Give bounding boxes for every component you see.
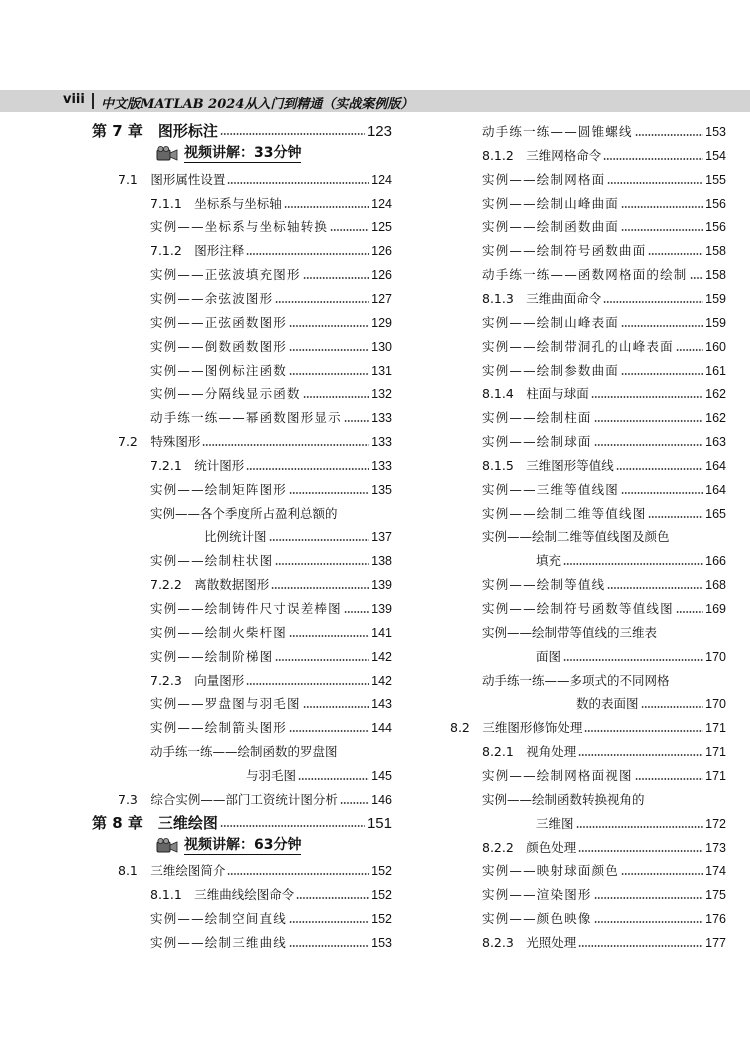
toc-entry-title: 实例——绘制函数转换视角的 — [482, 791, 645, 807]
toc-entry-title: 实例——绘制球面 — [482, 434, 592, 450]
dot-leader — [578, 849, 703, 853]
dot-leader — [603, 300, 703, 304]
dot-leader — [690, 276, 704, 280]
dot-leader — [594, 419, 704, 423]
dot-leader — [563, 562, 703, 566]
dot-leader — [603, 157, 703, 161]
toc-entry-title: 7.1.2 图形注释 — [150, 243, 245, 259]
toc-entry-title: 填充 — [536, 553, 562, 569]
dot-leader — [303, 395, 369, 399]
dot-leader — [289, 324, 369, 328]
dot-leader — [591, 395, 703, 399]
toc-page-number: 156 — [705, 196, 726, 211]
dot-leader — [648, 252, 703, 256]
toc-entry-title: 7.1.1 坐标系与坐标轴 — [150, 195, 282, 211]
toc-page-number: 142 — [371, 673, 392, 688]
toc-entry-row — [482, 482, 726, 498]
toc-entry-row — [536, 649, 726, 665]
toc-entry-title: 实例——绘制函数曲面 — [482, 219, 620, 235]
dot-leader — [621, 228, 703, 232]
dot-leader — [621, 491, 703, 495]
toc-entry-title: 实例——绘制等值线 — [482, 577, 606, 593]
toc-entry-title: 实例——各个季度所占盈利总额的 — [150, 505, 338, 521]
dot-leader — [607, 181, 703, 185]
toc-entry-row — [150, 649, 392, 665]
toc-page-number: 129 — [371, 315, 392, 330]
toc-entry-title: 第 7 章 图形标注 — [92, 122, 218, 140]
toc-entry-row — [482, 911, 726, 927]
toc-page-number: 153 — [705, 125, 726, 139]
toc-page-number: 133 — [371, 411, 392, 426]
toc-entry-title: 实例——绘制阶梯图 — [150, 648, 274, 664]
toc-entry-title: 8.1 三维绘图简介 — [118, 863, 226, 879]
toc-page-number: 175 — [705, 888, 726, 903]
toc-entry-title: 实例——余弦波图形 — [150, 290, 274, 306]
dot-leader — [246, 467, 369, 471]
running-header — [0, 90, 750, 112]
toc-subsection-row — [150, 196, 392, 212]
dot-leader — [289, 491, 369, 495]
toc-entry-row — [150, 267, 392, 283]
toc-entry-row — [150, 553, 392, 569]
toc-entry-row — [246, 768, 392, 784]
toc-subsection-row — [150, 673, 392, 689]
toc-entry-title: 实例——绘制网格面视图 — [482, 767, 633, 783]
toc-page-number: 139 — [371, 602, 392, 616]
book-title: 中文版MATLAB 2024从入门到精通（实战案例版） — [101, 97, 414, 112]
toc-entry-row — [482, 529, 726, 545]
toc-entry-title: 实例——绘制山峰曲面 — [482, 195, 620, 211]
toc-page-number: 130 — [371, 339, 392, 354]
toc-page-number: 165 — [705, 506, 726, 521]
toc-entry-row — [150, 386, 392, 402]
toc-entry-row — [150, 219, 392, 235]
toc-entry-row — [150, 315, 392, 331]
toc-entry-title: 8.2.3 光照处理 — [482, 934, 577, 950]
toc-page-number: 139 — [371, 578, 392, 593]
toc-entry-title: 实例——三维等值线图 — [482, 481, 620, 497]
toc-section-row — [118, 792, 392, 808]
toc-entry-row — [482, 219, 726, 235]
toc-page-number: 159 — [705, 315, 726, 330]
toc-subsection-row — [150, 458, 392, 474]
toc-entry-row — [482, 863, 726, 879]
toc-entry-title: 8.2.1 视角处理 — [482, 744, 577, 760]
dot-leader — [676, 610, 703, 614]
dot-leader — [289, 348, 369, 352]
toc-section-row — [118, 863, 392, 879]
toc-page-number: 124 — [371, 196, 392, 211]
toc-section-row — [118, 172, 392, 188]
toc-entry-row — [482, 577, 726, 593]
toc-entry-title: 实例——绘制符号函数曲面 — [482, 243, 647, 259]
toc-entry-row — [150, 339, 392, 355]
toc-page-number: 135 — [371, 482, 392, 497]
toc-entry-row — [482, 768, 726, 784]
toc-page-number: 146 — [371, 792, 392, 807]
dot-leader — [227, 181, 369, 185]
toc-entry-row — [482, 315, 726, 331]
dot-leader — [594, 920, 704, 924]
toc-page-number: 126 — [371, 244, 392, 259]
toc-entry-title: 7.2 特殊图形 — [118, 434, 201, 450]
toc-entry-title: 7.2.1 统计图形 — [150, 457, 245, 473]
toc-page-number: 171 — [705, 745, 726, 760]
dot-leader — [271, 586, 369, 590]
dot-leader — [289, 944, 369, 948]
toc-page-number: 155 — [705, 172, 726, 187]
toc-page-number: 143 — [371, 697, 392, 712]
toc-subsection-row — [482, 148, 726, 164]
toc-entry-title: 实例——绘制带等值线的三维表 — [482, 624, 658, 640]
toc-entry-row — [150, 696, 392, 712]
toc-entry-row — [576, 696, 726, 712]
toc-entry-row — [150, 410, 392, 426]
toc-entry-row — [482, 243, 726, 259]
toc-entry-title: 7.1 图形属性设置 — [118, 171, 226, 187]
dot-leader — [275, 562, 369, 566]
toc-entry-title: 实例——映射球面颜色 — [482, 863, 620, 879]
toc-page-number: 145 — [371, 768, 392, 783]
toc-page-number: 172 — [705, 816, 726, 831]
toc-entry-row — [150, 482, 392, 498]
toc-page-number: 162 — [705, 387, 726, 402]
toc-entry-row — [482, 124, 726, 140]
toc-entry-row — [482, 792, 726, 808]
toc-entry-title: 实例——绘制参数曲面 — [482, 362, 620, 378]
toc-entry-row — [150, 935, 392, 951]
toc-entry-title: 实例——颜色映像 — [482, 911, 592, 927]
toc-entry-row — [536, 816, 726, 832]
toc-entry-title: 实例——坐标系与坐标轴转换 — [150, 219, 329, 235]
dot-leader — [563, 658, 703, 662]
header-separator — [92, 93, 94, 109]
toc-subsection-row — [150, 243, 392, 259]
toc-page-number: 152 — [371, 864, 392, 879]
dot-leader — [220, 824, 365, 828]
toc-entry-title: 动手练一练——函数网格面的绘制 — [482, 267, 688, 283]
dot-leader — [584, 729, 703, 733]
toc-page-number: 133 — [371, 435, 392, 450]
toc-entry-title: 三维图 — [536, 815, 574, 831]
toc-subsection-row — [150, 887, 392, 903]
dot-leader — [298, 777, 369, 781]
toc-page-number: 131 — [371, 363, 392, 378]
toc-page-number: 127 — [371, 291, 392, 306]
toc-entry-row — [150, 744, 392, 760]
toc-entry-title: 实例——绘制铸件尺寸误差棒图 — [150, 601, 342, 616]
toc-subsection-row — [482, 291, 726, 307]
toc-page-number: 124 — [371, 172, 392, 187]
toc-entry-row — [482, 410, 726, 426]
video-camera-icon — [156, 838, 178, 854]
toc-subsection-row — [482, 744, 726, 760]
toc-entry-title: 实例——绘制火柴杆图 — [150, 624, 288, 640]
toc-entry-title: 动手练一练——幂函数图形显示 — [150, 410, 342, 426]
dot-leader — [576, 825, 704, 829]
toc-page-number: 171 — [705, 768, 726, 783]
toc-page-number: 132 — [371, 387, 392, 402]
dot-leader — [330, 228, 369, 232]
dot-leader — [202, 443, 369, 447]
toc-entry-title: 与羽毛图 — [246, 767, 297, 783]
dot-leader — [676, 348, 703, 352]
dot-leader — [578, 944, 703, 948]
dot-leader — [344, 419, 369, 423]
toc-entry-title: 实例——绘制柱面 — [482, 410, 592, 426]
dot-leader — [344, 610, 369, 614]
dot-leader — [340, 801, 369, 805]
toc-page-number: 161 — [705, 363, 726, 378]
toc-entry-title: 实例——绘制矩阵图形 — [150, 481, 288, 497]
toc-entry-row — [482, 172, 726, 188]
dot-leader — [284, 205, 369, 209]
toc-page-number: 170 — [705, 697, 726, 712]
toc-entry-title: 8.1.3 三维曲面命令 — [482, 290, 602, 306]
toc-chapter-row — [92, 121, 392, 141]
toc-entry-row — [482, 267, 726, 283]
toc-entry-title: 第 8 章 三维绘图 — [92, 813, 218, 832]
toc-page-number: 144 — [371, 721, 392, 736]
dot-leader — [289, 372, 369, 376]
toc-page-number: 173 — [705, 840, 726, 855]
toc-entry-title: 实例——倒数函数图形 — [150, 338, 288, 354]
toc-page-number: 123 — [366, 123, 392, 140]
toc-page-number: 166 — [705, 554, 726, 569]
dot-leader — [303, 705, 369, 709]
toc-entry-title: 实例——罗盘图与羽毛图 — [150, 696, 301, 712]
toc-entry-title: 动手练一练——绘制函数的罗盘图 — [150, 744, 338, 760]
toc-page-number: 141 — [371, 625, 392, 640]
toc-entry-title: 实例——绘制山峰表面 — [482, 314, 620, 330]
toc-page-number: 152 — [371, 912, 392, 927]
toc-entry-title: 实例——正弦函数图形 — [150, 314, 288, 330]
dot-leader — [578, 753, 703, 757]
toc-page-number: 153 — [371, 935, 392, 950]
dot-leader — [635, 133, 703, 137]
toc-entry-title: 8.1.1 三维曲线绘图命令 — [150, 887, 295, 903]
dot-leader — [635, 777, 703, 781]
toc-entry-row — [482, 363, 726, 379]
toc-page-number: 177 — [705, 935, 726, 950]
dot-leader — [296, 896, 369, 900]
toc-entry-row — [482, 673, 726, 689]
toc-entry-title: 实例——绘制网格面 — [482, 171, 606, 187]
dot-leader — [269, 538, 370, 542]
toc-entry-title: 动手练一练——多项式的不同网格 — [482, 672, 670, 688]
toc-entry-row — [536, 553, 726, 569]
toc-entry-row — [150, 363, 392, 379]
toc-page-number: 163 — [705, 435, 726, 450]
dot-leader — [621, 872, 703, 876]
toc-entry-row — [204, 529, 392, 545]
toc-entry-title: 实例——正弦波填充图形 — [150, 267, 301, 283]
toc-page-number: 158 — [705, 244, 726, 259]
toc-subsection-row — [482, 935, 726, 951]
video-lecture-label — [156, 144, 301, 164]
toc-entry-title: 8.1.2 三维网格命令 — [482, 147, 602, 163]
toc-page-number: 125 — [371, 220, 392, 235]
toc-subsection-row — [482, 840, 726, 856]
toc-entry-title: 实例——绘制三维曲线 — [150, 934, 288, 950]
dot-leader — [289, 729, 369, 733]
toc-entry-row — [482, 887, 726, 903]
video-duration-text: 视频讲解：63分钟 — [184, 837, 302, 853]
toc-page-number: 164 — [705, 458, 726, 473]
toc-entry-row — [150, 506, 392, 522]
dot-leader — [275, 300, 369, 304]
dot-leader — [648, 515, 703, 519]
toc-chapter-row — [92, 813, 392, 833]
toc-page-number: 152 — [371, 888, 392, 903]
toc-entry-title: 实例——绘制柱状图 — [150, 553, 274, 569]
toc-entry-title: 动手练一练——圆锥螺线 — [482, 124, 633, 139]
toc-entry-row — [482, 601, 726, 617]
dot-leader — [227, 872, 369, 876]
toc-entry-title: 7.3 综合实例——部门工资统计图分析 — [118, 791, 338, 807]
toc-entry-row — [482, 625, 726, 641]
toc-entry-row — [150, 601, 392, 617]
dot-leader — [246, 252, 369, 256]
toc-entry-title: 实例——绘制二维等值线图及颜色 — [482, 529, 670, 545]
dot-leader — [303, 276, 369, 280]
toc-entry-row — [150, 625, 392, 641]
toc-entry-row — [482, 434, 726, 450]
toc-page-number: 168 — [705, 578, 726, 593]
toc-entry-title: 实例——绘制二维等值线图 — [482, 505, 647, 521]
toc-entry-title: 比例统计图 — [204, 529, 267, 545]
dot-leader — [275, 658, 369, 662]
toc-entry-title: 7.2.3 向量图形 — [150, 672, 245, 688]
toc-page-number: 156 — [705, 220, 726, 235]
toc-subsection-row — [482, 458, 726, 474]
dot-leader — [641, 705, 704, 709]
video-duration-text: 视频讲解：33分钟 — [184, 145, 302, 162]
toc-entry-row — [482, 196, 726, 212]
toc-page-number: 137 — [371, 530, 392, 545]
toc-page-number: 158 — [705, 268, 726, 283]
toc-page-number: 164 — [705, 482, 726, 497]
toc-subsection-row — [482, 386, 726, 402]
dot-leader — [616, 467, 703, 471]
toc-entry-title: 实例——分隔线显示函数 — [150, 386, 301, 402]
toc-page-number: 171 — [705, 721, 726, 736]
video-camera-icon — [156, 146, 178, 162]
toc-page-number: 159 — [705, 291, 726, 306]
toc-page-number: 162 — [705, 411, 726, 426]
toc-entry-row — [150, 720, 392, 736]
toc-page-number: 138 — [371, 554, 392, 569]
toc-subsection-row — [150, 577, 392, 593]
toc-entry-title: 8.2.2 颜色处理 — [482, 839, 577, 855]
toc-entry-title: 数的表面图 — [576, 696, 639, 712]
video-lecture-label — [156, 836, 301, 856]
dot-leader — [220, 132, 365, 136]
toc-section-row — [450, 720, 726, 736]
toc-page-number: 151 — [366, 814, 392, 832]
dot-leader — [621, 324, 703, 328]
toc-entry-title: 7.2.2 离散数据图形 — [150, 577, 270, 593]
toc-entry-row — [482, 506, 726, 522]
toc-page-number: 169 — [705, 602, 726, 616]
toc-entry-title: 实例——渲染图形 — [482, 887, 592, 903]
toc-page-number: 176 — [705, 912, 726, 927]
toc-entry-row — [482, 339, 726, 355]
dot-leader — [246, 682, 369, 686]
toc-entry-title: 实例——绘制箭头图形 — [150, 720, 288, 736]
toc-entry-title: 实例——图例标注函数 — [150, 362, 288, 378]
toc-entry-row — [150, 911, 392, 927]
toc-entry-title: 8.2 三维图形修饰处理 — [450, 720, 583, 736]
toc-entry-title: 8.1.5 三维图形等值线 — [482, 457, 614, 473]
page-number: viii — [63, 92, 85, 107]
toc-page-number: 170 — [705, 649, 726, 664]
dot-leader — [289, 634, 369, 638]
dot-leader — [621, 205, 703, 209]
dot-leader — [607, 586, 703, 590]
toc-entry-title: 面图 — [536, 648, 562, 664]
dot-leader — [289, 920, 369, 924]
toc-entry-title: 8.1.4 柱面与球面 — [482, 386, 589, 402]
toc-entry-row — [150, 291, 392, 307]
dot-leader — [621, 372, 703, 376]
toc-section-row — [118, 434, 392, 450]
toc-page-number: 154 — [705, 148, 726, 163]
toc-page-number: 142 — [371, 649, 392, 664]
toc-entry-title: 实例——绘制带洞孔的山峰表面 — [482, 338, 674, 354]
dot-leader — [594, 896, 704, 900]
toc-entry-title: 实例——绘制空间直线 — [150, 911, 288, 927]
toc-entry-title: 实例——绘制符号函数等值线图 — [482, 601, 674, 616]
toc-page-number: 160 — [705, 339, 726, 354]
dot-leader — [594, 443, 704, 447]
toc-page-number: 133 — [371, 458, 392, 473]
toc-page-number: 174 — [705, 864, 726, 879]
toc-page-number: 126 — [371, 268, 392, 283]
